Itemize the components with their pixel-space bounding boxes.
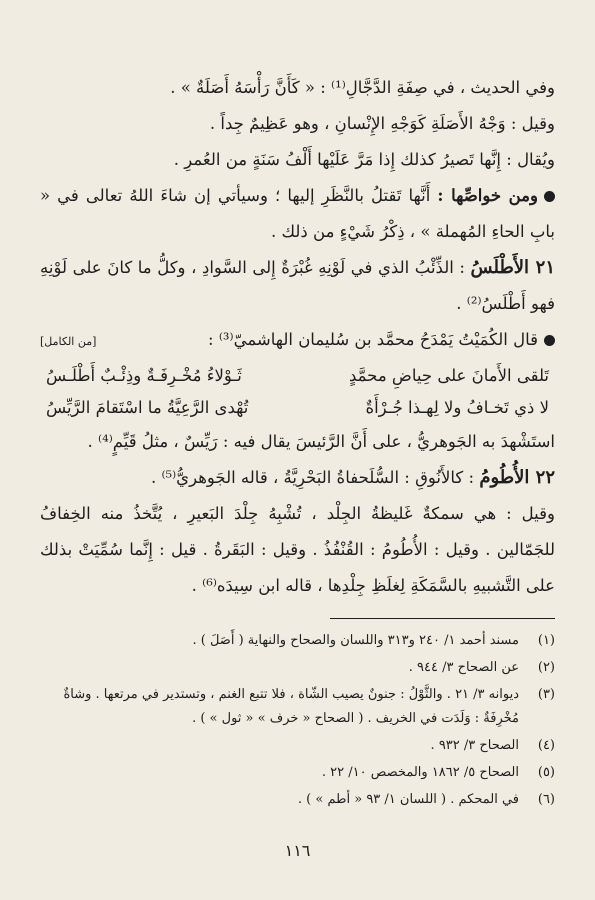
paragraph-khawass [40, 178, 555, 250]
kumayt-text: قال الكُمَيْتُ يَمْدَحُ محمَّد بن سُليمان الهاشميّ⁽³⁾ : [208, 330, 538, 349]
footnote [40, 761, 555, 785]
footnote-number: (٣) [537, 687, 555, 702]
bullet-icon [544, 191, 555, 202]
page-number: ١١٦ [284, 841, 311, 860]
footnote-text: مسند أحمد ١/ ٢٤٠ و٣١٣ واللسان والصحاح والنهاية ( أَصَلَ ) . [192, 633, 519, 648]
footnote-number: (٢) [537, 660, 555, 675]
verse-2-first-hemistich: لا ذي تَخـافُ ولا لِهـذا جُـرْأَةٌ [365, 398, 549, 417]
verse-line-2 [40, 392, 555, 424]
footnote [40, 629, 555, 653]
footnote-text: الصحاح ٣/ ٩٣٢ . [430, 738, 519, 753]
footnote-text: في المحكم . ( اللسان ١/ ٩٣ « أطم » ) . [297, 792, 519, 807]
footnote [40, 788, 555, 812]
paragraph-wajh: وقيل : وَجْهُ الأَصَلَةِ كَوَجْهِ الإِنْسانِ ، وهو عَظِيمٌ جِداً . [209, 114, 555, 133]
footnote [40, 683, 555, 731]
footnote [40, 734, 555, 758]
footnote-text: الصحاح ٥/ ١٨٦٢ والمخصص ١٠/ ٢٢ . [321, 765, 519, 780]
footnote-number: (١) [537, 633, 555, 648]
footnote-number: (٥) [537, 765, 555, 780]
entry-atum-heading: ٢٢ الأُطُومُ [479, 467, 555, 488]
entry-atlas-heading: ٢١ الأَطْلَسُ [470, 257, 555, 278]
footnote-number: (٦) [537, 792, 555, 807]
paragraph-istashhad: استَشْهدَ به الجَوهريُّ ، على أَنَّ الرَّئيسَ يقال فيه : رَيِّسٌ ، مثلُ قَيِّمٍ⁽⁴⁾ . [87, 432, 555, 451]
footnote-text: عن الصحاح ٣/ ٩٤٤ . [408, 660, 519, 675]
khawass-heading: ومن خواصِّها : [437, 186, 538, 205]
verse-2-second-hemistich: تُهْدى الرَّعِيَّةُ ما اسْتَقامَ الرَّيِّسُ [46, 398, 249, 417]
paragraph-kumayt [40, 322, 555, 360]
paragraph-yuqal: ويُقال : إِنَّها تَصيرُ كذلك إِذا مَرَّ عَلَيْها أَلْفُ سَنَةٍ من العُمرِ . [173, 150, 555, 169]
bullet-icon [544, 335, 555, 346]
footnote-text: ديوانه ٣/ ٢١ . والثَّوْلُ : جنونٌ يصيب الشّاة ، فلا تتبع الغنم ، وتستدير في مرتعها . وشاةٌ مُخْرِفَةٌ : وَلَدَت في الخريف . ( الصحاح « خرف » « ثول » ) . [63, 687, 519, 726]
footnote-divider [330, 618, 555, 619]
entry-atlas [40, 250, 555, 322]
verse-line-1 [40, 360, 555, 392]
verse-1-second-hemistich: ثَـوْلاءُ مُخْـرِفَـةٌ وذِئْـبٌ أَطْلَـسُ [46, 366, 242, 385]
verse-1-first-hemistich: تَلقى الأَمانَ على حِياضِ محمَّدٍ [348, 366, 549, 385]
paragraph-qila: وقيل : هي سمكةٌ غَليظةُ الجِلْد ، تُشْبِهُ جِلْدَ البَعيرِ ، يُتَّخذُ منه الخِفافُ للجَمّالين . وقيل : الأُطُومُ : القُنْفُذُ . وقيل : البَقَرةُ . قيل : إِنَّما سُمِّيَتْ بذلك على التَّشبيهِ بالسَّمَكَةِ لِغلَظِ جِلْدِها ، قاله ابن سِيدَه⁽⁶⁾ . [40, 504, 555, 595]
footnote-number: (٤) [537, 738, 555, 753]
kumayt-line [208, 322, 555, 358]
entry-atum [40, 460, 555, 496]
entry-atlas-body: : الذِّئْبُ الذي في لَوْنِهِ غُبْرَةٌ إِلى السَّوادِ ، وكلُّ ما كانَ على لَوْنِهِ فهو أَطْلَسُ⁽²⁾ . [40, 258, 555, 313]
khawass-body: أَنَّها تَقتلُ بالنَّظَرِ إليها ؛ وسيأتي إن شاءَ اللهُ تعالى في « بابِ الحاءِ المُهملة » ، ذِكْرُ شَيْءٍ من ذلك . [40, 186, 555, 241]
paragraph-hadith: وفي الحديث ، في صِفَةِ الدَّجَّالِ⁽¹⁾ : « كَأَنَّ رَأْسَهُ أَصَلَةٌ » . [170, 78, 555, 97]
meter-label: [من الكامل] [40, 335, 97, 348]
entry-atum-body: : كالأَنُوقِ : السُّلَحفاةُ البَحْرِيَّةُ ، قاله الجَوهريُّ⁽⁵⁾ . [150, 468, 480, 487]
footnote [40, 656, 555, 680]
footnotes [40, 629, 555, 812]
